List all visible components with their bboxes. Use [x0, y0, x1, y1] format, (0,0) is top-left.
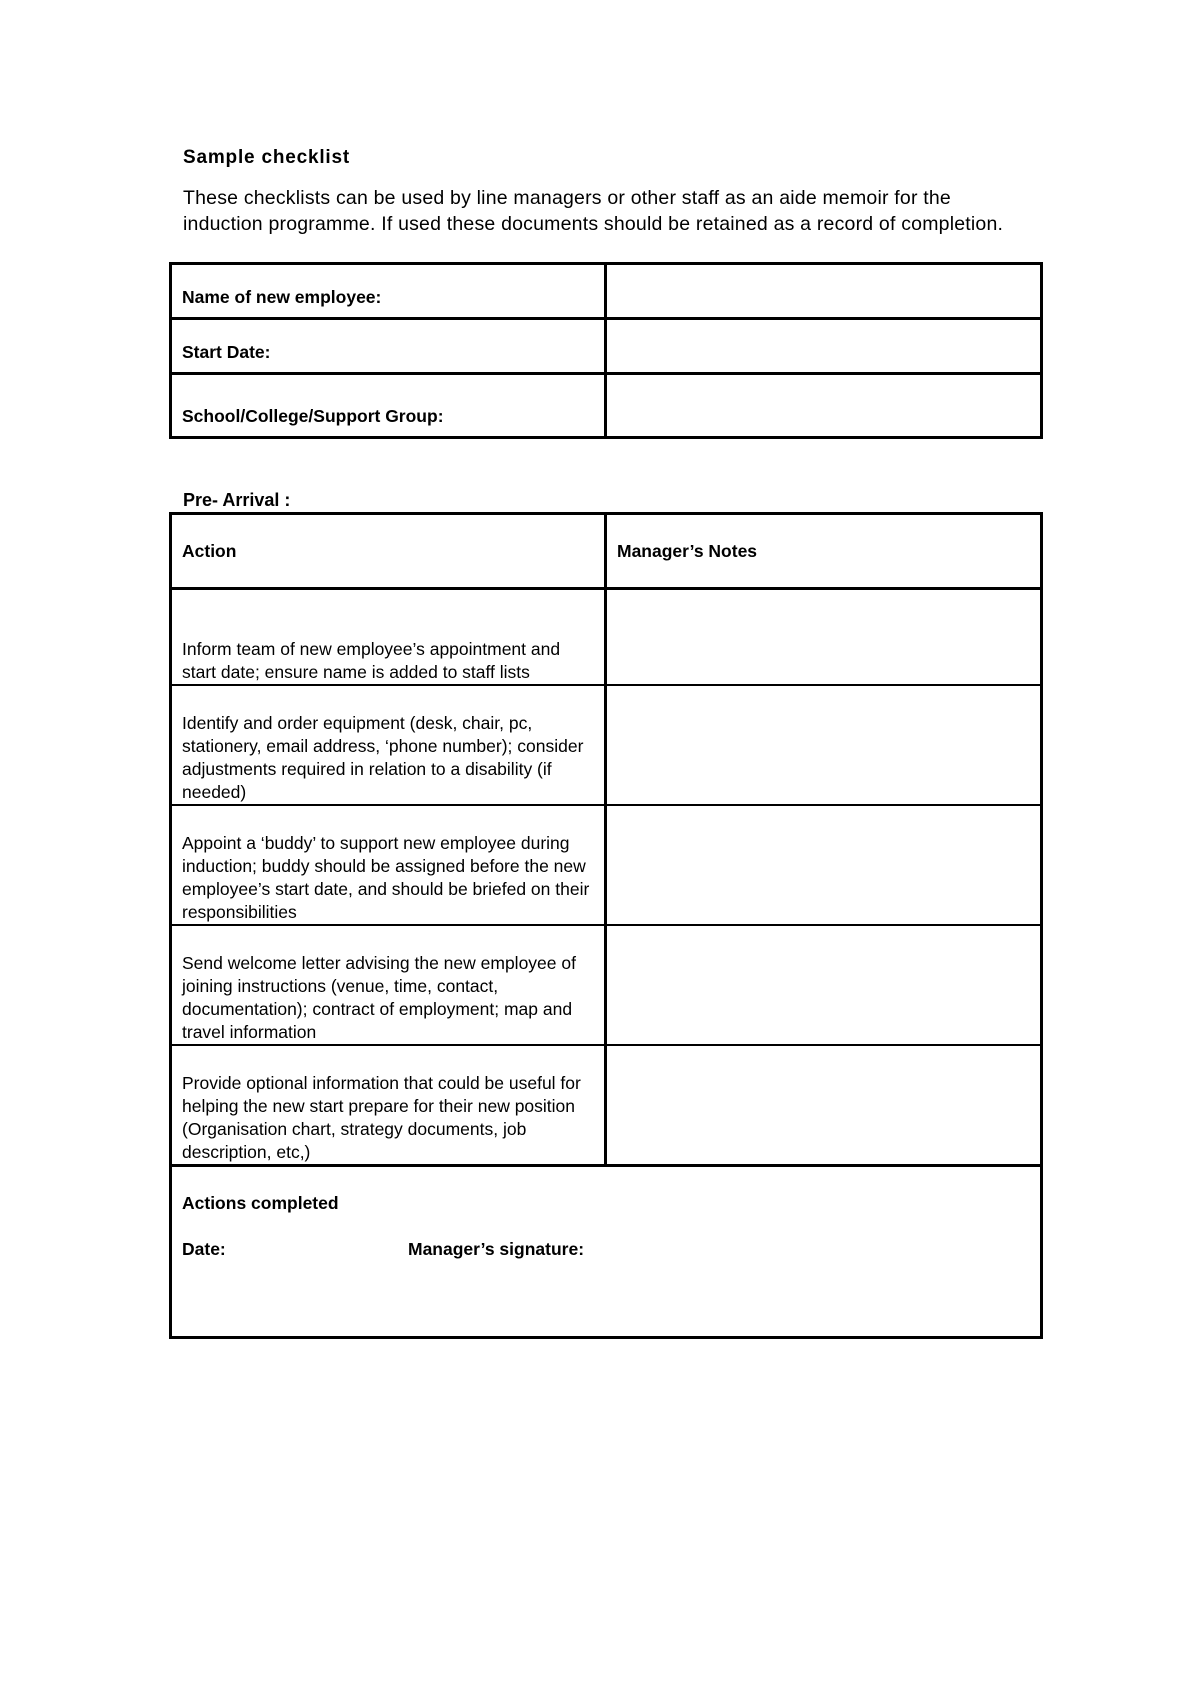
- table-row: [171, 1045, 1042, 1166]
- employee-details-table: [169, 262, 1043, 439]
- support-group-field[interactable]: [606, 374, 1042, 438]
- manager-notes-cell[interactable]: [606, 685, 1042, 805]
- completion-cell[interactable]: [171, 1166, 1042, 1338]
- action-column-header: Action: [171, 514, 606, 589]
- employee-name-label: Name of new employee:: [171, 264, 606, 319]
- start-date-row: [171, 319, 1042, 374]
- pre-arrival-heading: Pre- Arrival :: [183, 490, 291, 510]
- action-cell: Send welcome letter advising the new employee of joining instructions (venue, time, contact, documentation); contract of employment; map and travel information: [171, 925, 606, 1045]
- table-row: [171, 589, 1042, 686]
- action-cell: Provide optional information that could be useful for helping the new start prepare for their new position (Organisation chart, strategy documents, job description, etc,): [171, 1045, 606, 1166]
- intro-paragraph: [183, 185, 1133, 237]
- manager-notes-cell[interactable]: [606, 925, 1042, 1045]
- employee-name-row: [171, 264, 1042, 319]
- manager-notes-cell[interactable]: [606, 805, 1042, 925]
- employee-name-field[interactable]: [606, 264, 1042, 319]
- support-group-row: [171, 374, 1042, 438]
- start-date-field[interactable]: [606, 319, 1042, 374]
- manager-signature-label: Manager’s signature:: [408, 1239, 585, 1259]
- table-row: [171, 925, 1042, 1045]
- notes-column-header: Manager’s Notes: [606, 514, 1042, 589]
- action-cell: Identify and order equipment (desk, chair, pc, stationery, email address, ‘phone number); consider adjustments required in relation to a disability (if needed): [171, 685, 606, 805]
- page-title: Sample checklist: [183, 147, 350, 168]
- table-row: [171, 685, 1042, 805]
- start-date-label: Start Date:: [171, 319, 606, 374]
- manager-notes-cell[interactable]: [606, 589, 1042, 686]
- completion-row: [171, 1166, 1042, 1338]
- signature-row: [182, 1238, 1030, 1261]
- manager-notes-cell[interactable]: [606, 1045, 1042, 1166]
- action-cell: Inform team of new employee’s appointment and start date; ensure name is added to staff lists: [171, 589, 606, 686]
- support-group-label: School/College/Support Group:: [171, 374, 606, 438]
- date-label: Date:: [182, 1239, 226, 1259]
- actions-completed-label: Actions completed: [182, 1193, 339, 1213]
- intro-line: These checklists can be used by line managers or other staff as an aide memoir for the: [183, 187, 951, 209]
- table-row: [171, 805, 1042, 925]
- action-cell: Appoint a ‘buddy’ to support new employee during induction; buddy should be assigned before the new employee’s start date, and should be briefed on their responsibilities: [171, 805, 606, 925]
- table-header-row: [171, 514, 1042, 589]
- pre-arrival-table: [169, 512, 1043, 1339]
- intro-line: induction programme. If used these documents should be retained as a record of completion.: [183, 213, 1004, 235]
